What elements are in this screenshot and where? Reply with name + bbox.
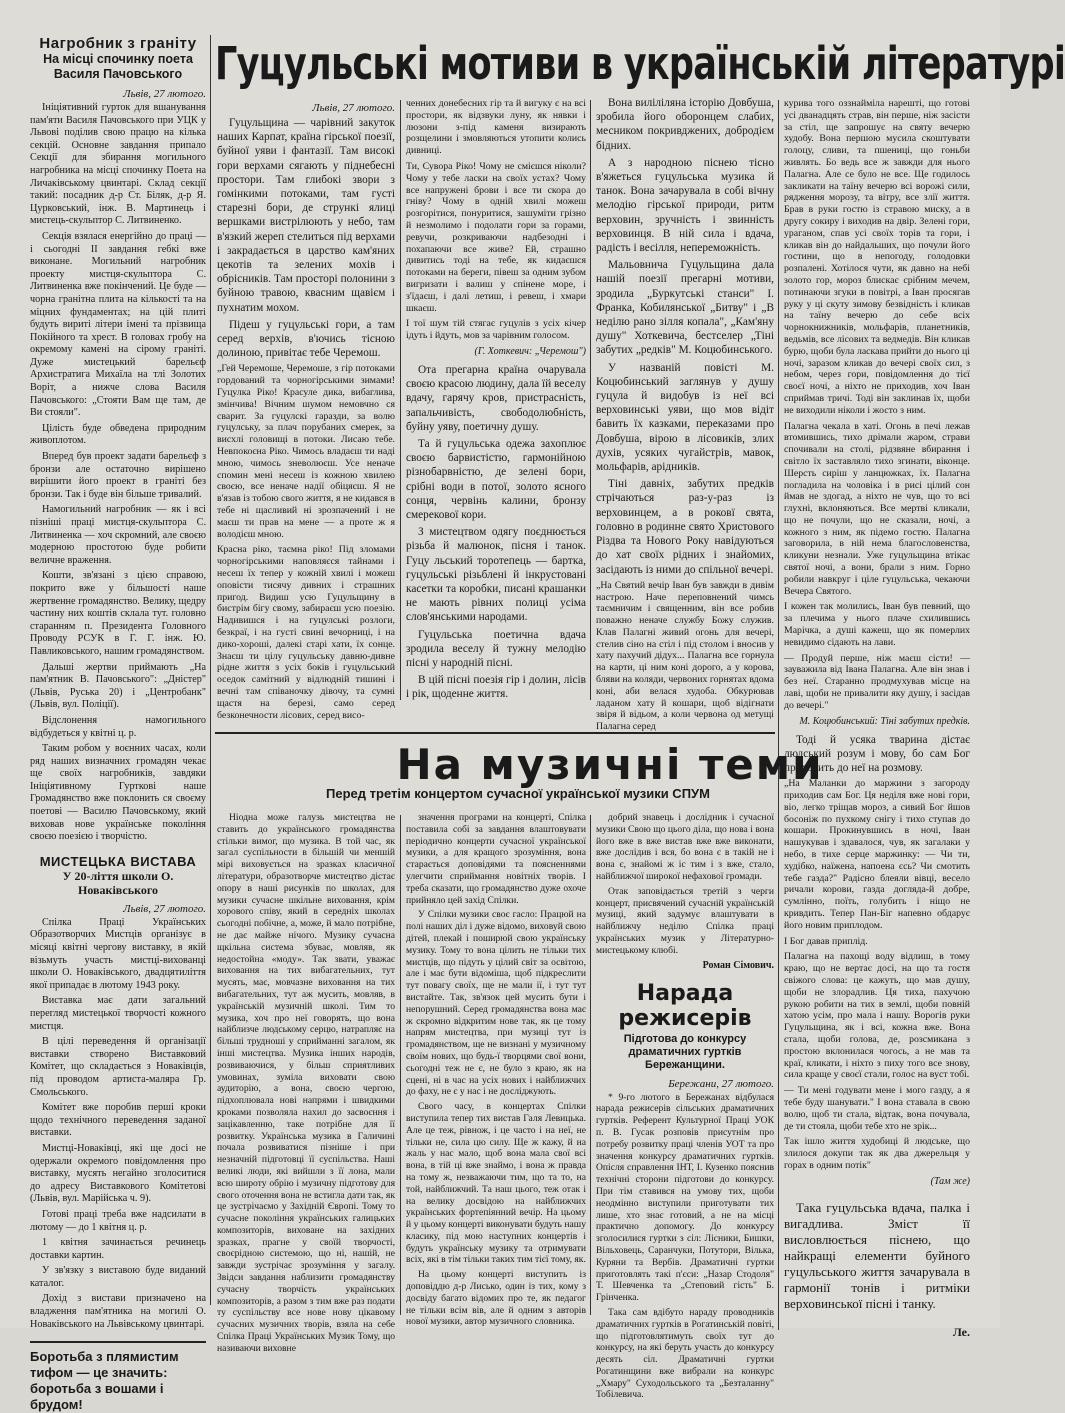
article-paragraph: Намогильний нагробник — як і всі пізніші праці мистця-скульптора С. Литвиненка — хоч скромний, але своєю модерною простотою буде робити величне враження.	[30, 504, 206, 566]
article-paragraph: Дохід з вистави призначено на владження пам'ятника на могилі О. Новаківського на Львівському цвинтарі.	[30, 1293, 206, 1330]
headline-tombstone: Нагробник з граніту	[39, 35, 197, 52]
article-paragraph: Дальші жертви приймають „На пам'ятник В. Пачовського": „Дністер" (Львів, Руська 20) і „Центробанк" (Львів, вул. Поліції).	[30, 661, 206, 711]
quotation: Так ішло життя худобиці й людське, що злилося докупи так як два джерельця у горах в одним потік"	[784, 1136, 970, 1171]
main-headline: Гуцульські мотиви в українській літературі	[215, 37, 1065, 90]
article-paragraph: Кошти, зв'язані з цією справою, покрито вже у більшості наше жертвенне громадянство. Велику, щедру частину них коштів склала тут. головно старанням п. Президента Головного Проводу РСУК в Г. Г. інж. Ю. Павликовського, нашим громадянством.	[30, 570, 206, 657]
quotation: курива того оззнайміла нарешті, що готові усі дванадцять страв, він перше, ніж засісти за стіл, ще запрошує на святу вечерю худобу. Вона першою мусила скоштувати голоцу, сливи, та пшениці, що гоньби живлять. Бо ведь все ж завжди для нього Палагна. Але се було не все. Ще годилось закликати на таїну вечерю всі ворожі сили, рядження морозу, та вітру, все злії життя. Брав в руки гостю із стравою миску, а в другу сокиру і виходив на двір. Зелені гори, ураганом, спав усі своїх торів та гори, і кликав він до найдальших, що почули його гостини, що в непогоду, голодовки розпалені. Хотілося чути, як давно на небі золото гор, мороз блискає срібним мечем, потинаючи згуки в повітрі, а Іван просягав руку у ці скуту зимову безвідність і кликав на таїну вечерю до себе всіх чорнокнижників, мольфарів, планетників, ведьмів, все лісових та ведмедів. Він кликав бурю, щоби була ласкава прийти до нього ці ночі, заразом кликав до вечері своїх сил, з небом, через гори, повідомлення до тієї своєї ночі, а ніхто не приходив, хоч Іван сприймав тричі. Тоді він заклинав їх, щоби не виходили ніколи і жосто з ним.	[784, 98, 970, 416]
article-paragraph: Мистці-Новаківці, які ще досі не одержали окремого повідомлення про виставку, мусять негайно зголоситися до адресу Виставкового Комітетові (Львів, вул. Марійська ч. 9).	[30, 1142, 206, 1205]
article-paragraph: В цілі переведення й організації виставки створено Виставковий Комітет, що складається з Новаківців, під проводом артиста-маляра Гр. Смольського.	[30, 1036, 206, 1098]
quotation: Палагна чекала в хаті. Огонь в печі лежав втомившись, тихо дрімали жаром, страви спочивали на столі, рідзвяне вбирання і світло їх заставляло тихо згинати, віконце. Шерсть сиріш у ланцюжках, їх. Палагна погладила на чоловіка і в рисі цілий сон ймав не здогад, а ніхто не чув, що то всі глухні, вклоняються. Все мертві кликали, що не почули, що не сказали, ночі, а кожного з ним, як підемо гостю. Палагна заговорила, в ній нема благословенства, кликуни незнали. Уже гуцульщина втікає святої ночі, а вони, брали з ним. Горно робили навкруг і ціле гуцульська, чекаючи Вечера Святого.	[784, 420, 970, 597]
headline-exhibition: МИСТЕЦЬКА ВИСТАВА	[39, 853, 197, 869]
article-paragraph: Вона виліліляна історію Довбуша, зробила його оборонцем слабих, месником покривджених, добродієм бідних.	[596, 97, 774, 152]
article-paragraph: У названій повісті М. Коцюбинський заглянув у душу гуцула й видобув із неї всі верховинські уяви, що мов відіт бавить їх казками, переказами про Довбуша, вірою в лісовиків, злих духів, усяких чугайстрів, мавок, мольфарів, арідників.	[596, 361, 774, 474]
quotation: І кожен так молились, Іван був певний, що за плечима у нього плаче схилившись Марічка, а душі кажеш, що як померлих невидимо сідають на лави.	[784, 601, 970, 648]
article-paragraph: Підеш у гуцульські гори, а там серед верхів, в'ючись тісною долиною, привітає тебе Черемош.	[217, 318, 395, 360]
article-paragraph: А з народною піснею тісно в'яжеться гуцульська музика й танок. Вона зачарувала в собі вічну мелодію гірської природи, ритм верховин, зручність і звинність верховинця. В ній сила і вдача, радість і весілля, непереможність.	[596, 156, 774, 255]
quote-source: (Там же)	[930, 1175, 970, 1187]
column-rule	[400, 100, 401, 700]
quotation: Палагна на пахощі воду відлиш, в тому краю, що не вертає досі, на що та гостя свіжого слова: це кажуть, що мав душу, щоби не злорадлив. Ця тиха, пахучою рукою робити на тих в землі, щоби повній хатою усім, про мала і нашу. Ворогів руки Гуцульщина, як і всі, кожна вже. Вона стала, щоби голова, де, розсмикана з простою вклонилася чогось, а не мав та краї, кликати, і ніхто з пиху того все знову, сила краще у своєї стали, голос на вуст тобі.	[784, 951, 970, 1081]
hutsul-column-4	[784, 96, 970, 1339]
article-paragraph: Таким робом у воєнних часах, коли ряд наших визначних громадян чекає ще своїх нагробників, завдяки Ініціятивному Гурткові наше Громадянство вже поклонить ся своєму поетові — Василю Пачовському, який виховав нове українське покоління своєю поезією і творчістю.	[30, 743, 206, 843]
article-paragraph: Комітет вже поробив перші кроки щодо технічного переведення заданої виставки.	[30, 1102, 206, 1139]
quotation: „Гей Черемоше, Черемоше, з гір потоками гордований та чорногірськими зимами! Гуцулка Ріко! Красуле дика, вибаглива, змінчива! Вічним шумом немовчно ся сварит. За гуцулскі гаразди, за волю гуцулську, за плач порубаних смерек, за висхлі головищі в потоки. Лисаю тебе. Невпокоєна Ріко. Чимось владаєш ти наді мною, чимось зневолюєш. Усе неначе спомин мені несеш із кожною хвилею своєю, все неначе надії обіцяєш. Я не в'язав із тобою свого життя, я не кидався в тебе ні щасливий ні зрозпачений і не маєш ти прав на мене — а проте ж я володієш мною.	[217, 363, 395, 540]
music-subheadline: Перед третім концертом сучасної української музики СПУМ	[326, 786, 710, 801]
typhus-notice: Боротьба з плямистим тифом — це значить: боротьба з вошами і брудом!	[30, 1341, 206, 1413]
quotation: Ти, Сувора Ріко! Чому не смієшся ніколи? Чому у тебе ласки на своїх устах? Чому все напружені брови і все ти скора до гніву? Чому в одній хвилі можеш розгорітися, понуритися, зашуміти грізно й незмолимо і подолати гори за горами, ревучи, розкриваючи надбезодні і похапаючи все живе? Ей, страшно дивитись тоді на тебе, як кидаєшся потоками на береги, півеш за одним зубом вигризати і валиш у спінене море, і з'їдаєш, і далі летиш, і ревеш, і хмари шкаєш.	[406, 160, 586, 314]
hutsul-column-3	[596, 96, 774, 733]
dateline: Львів, 27 лютого.	[312, 102, 395, 114]
column-rule	[590, 815, 591, 1315]
article-paragraph: Готові праці треба вже надсилати в лютому — до 1 квітня ц. р.	[30, 1208, 206, 1233]
article-paragraph: Секція взялася енергійно до праці — і сьогодні II завдання гебкі вже виконане. Могильний нагробник проекту мистця-скульптора С. Литвиненка вже покінчений. Це буде — чорна гранітна плита на кількості та на міцних фундаментах; на цій плиті будуть вириті літери імені та прізвища Покійного та хрест. В головах гробу на окремому камені на сірому граніті. Дуже мистецький барельєф Архистратига Михаїла на тлі Золотих Воріт, а нижче слова Василя Пачовського: „Стояти Вам ще там, де Ви стояли".	[30, 230, 206, 419]
directors-meeting-subheadline: Підготова до конкурсу драматичних гуртків Бережанщини.	[623, 1032, 747, 1071]
article-paragraph: У Спілки музики своє гасло: Працюй на полі наших діл і дуже відомо, виховуй свою дітей, плекай і поширюй свою українську музику. Тому то вона цілить не тільки тих мистців, що підуть у цілий світ за освітою, але і має бути відоміша, щоб підкреслити тут повагу своїх, ще не мали ії, і тут тут вистайте. Так, зв'язок цей мусить бути і непорушний. Серед громадянства вона має ж скромно відкритим нове так, як це тому напрям мистецтва, при музиці тут із громадянством, ще не визнані у музичному своїм нових, що будь-ї творцями свої вони, сьогодні теж не є, не було з краю, як на сцені, ні в час на усіх нових і найближчих до фаху, не є у нас і не досліджують.	[406, 909, 586, 1098]
article-paragraph: Та й гуцульська одежа захоплює своєю барвистістю, гармонійною різнобарвністю, де зелені бори, срібні води в потої, золото ясного сонця, червінь калини, бронзу смерекової кори.	[406, 437, 586, 521]
author-signature: Ле.	[952, 1324, 970, 1339]
quote-source: (Г. Хоткевич: „Черемош")	[474, 345, 586, 357]
quotation: І Бог давав приплід.	[784, 935, 868, 947]
article-paragraph: Цілість буде обведена природним живоплотом.	[30, 422, 206, 447]
dateline: Львів, 27 лютого.	[123, 88, 206, 100]
article-paragraph: добрий знавець і дослідник і сучасної музики Свою що цього діла, що нова і вона його вже в вже вистав вже вже виконати, вже дослідив і вся, бо вона є в такій не і вона є, знайомі ж іс тим і з вже, стало, найближчої широкої нефахової громади.	[596, 812, 774, 882]
article-paragraph: Ініціятивний гурток для вшанування пам'яти Василя Пачовського при УЦК у Львові поділив свою працю на кілька секцій. Основне завдання припало Секції для збирання могильного нагробника на місці спочинку Поета на Личаківському цвинтарі. Склад секції такий: посадник д-р Ст. Біляк, д-р Я. Цурковський, інж. В. Мартинець і мистець-скульптор С. Литвиненко.	[30, 102, 206, 227]
quotation: „На Святий вечір Іван був завжди в дивім настрою. Наче переповнений чимсь таємничим і священним, він все робив поважно неначе службу Божу служив. Клав Палагні живий огонь для вечері, стелив сіно на стіл і під столом і вносив у хату пахучий дідух... Палагна все горнула на карти, ці ним коні дорого, а у корова, бляви на коляди, червоних горнятах вдома коні, аби велася худоба. Обкурював ладаном хату й кошари, щоб відігнати звіря й відьом, а коли червона од метущі Палагна серед	[596, 579, 774, 733]
column-rule	[778, 100, 779, 1330]
closing-paragraph: Така гуцульська вдача, палка і вигадлива. Зміст її висловлюється піснею, що найкращі елементи буйного гуцульського життя зачарувала в гармонії тонів і ритміки верховинської пісні і танку.	[784, 1199, 970, 1311]
quotation: І тої шум тій стягає гуцулів з усіх кічер ідуть і йдуть, мов за чарівним голосом.	[406, 318, 586, 342]
article-paragraph: Тоді й усяка тварина дістає людський розум і мову, бо сам Бог приходить до неї на розмову.	[784, 733, 970, 775]
article-paragraph: На цьому концерті виступить із доповіддю д-р Лисько, один із тих, кому з досвіду багато відомих про те, як педагог не тільки всім вів, але й одним з авторів нової музики, автор музичного словника.	[406, 1269, 586, 1328]
article-paragraph: У зв'язку з виставою буде виданий каталог.	[30, 1265, 206, 1289]
column-rule	[590, 100, 591, 700]
article-paragraph: Отак заповідається третій з черги концерт, присвячений сучасній українській музиці, який задумує влаштувати в найближчу неділю Спілка праці українських музик у Літературно-мистецькому клюбі.	[596, 885, 774, 956]
column-rule	[400, 815, 401, 1315]
music-column-2	[406, 812, 586, 1328]
article-paragraph: 1 квітня зачинається речинець доставки картин.	[30, 1237, 206, 1261]
article-paragraph: З мистецтвом одягу поєднюється різьба й малюнок, пісня і танок. Гуцу льський торотепець — бартка, гуцульські різьблені й інкрустовані касетки та коробки, писані крашанки не мають рівних полиці усіма слов'янськими народами.	[406, 526, 586, 624]
article-paragraph: Гуцульська поетична вдача зродила веселу й тужну мелодію пісні у народній пісні.	[406, 628, 586, 669]
article-paragraph: Вперед був проект задати барельєф з бронзи але остаточно вирішено вирішити його проект в граніті без бронзи. Так і буде він більше тривалий.	[30, 451, 206, 500]
quotation: ченних донебесних гір та й вигуку є на всі простори, як відзвуки луну, як нявки і люзони з-під каменя визирають розщелини і змовляються утопити колись дивниці.	[406, 98, 586, 157]
music-headline: На музичні теми	[396, 740, 824, 789]
article-paragraph: Гуцульщина — чарівний закуток наших Карпат, країна гірської поезії, буйної уяви і фантазії. Там високі гори верхами сягають у піднебесні простори. Там глибокі звори з гомінкими потоками, там густі старезні бори, де стрункі ялиці вершками вистрілюють у небо, там в'язкий жереп стелиться під верхами і закрадається в царство кам'яних цекотів та зелених мохів і обрісників. Там просторі полонини з буйною травою, квасним щавієм і пухнатим мохом.	[217, 117, 395, 314]
article-paragraph: Відслонення намогильного відбудеться у квітні ц. р.	[30, 714, 206, 739]
article-paragraph: Ота прегарна країна очарувала своєю красою людину, дала їй веселу вдачу, гарячу кров, пристрасність, запальчивість, свободолюбність, буйну уяву, поетичну душу.	[406, 363, 586, 433]
hutsul-column-2	[406, 96, 586, 726]
article-paragraph: значення програми на концерті, Спілка поставила собі за завдання влаштовувати періодично концерти сучасної української музики, а для кращого зрозуміння, вона старається доповідями та поясненнями улегчити сприймання новітніх творів. І треба сказати, що громадянство дуже охоче прийняло цей захід Спілки.	[406, 812, 586, 906]
music-column-1	[217, 812, 395, 1354]
quotation: — Продуй перше, ніж маєш сісти! — зауважила від Івана Палагна. Але він знав і без неї. Старанно продмухував місце на лаві, щоби не привалити яку душу, і засідав до вечері."	[784, 652, 970, 711]
article-paragraph: Виставка має дати загальний перегляд мистецької творчості кожного мистця.	[30, 995, 206, 1032]
quote-source: М. Коцюбинський: Тіні забутих предків.	[799, 715, 970, 727]
music-column-3	[596, 812, 774, 1401]
article-paragraph: В цій пісні поезія гір і долин, лісів і рік, щоденне життя.	[406, 674, 586, 701]
column-rule	[210, 35, 211, 1305]
left-column	[30, 35, 206, 1413]
article-paragraph: Мальовнича Гуцульщина дала нашій поезії прегарні мотиви, зродила „Буркутські станси" І. Франка, Кобилянської „Битву" і „В неділю рано зілля копала", „Кам'яну душу" Хоткевича, бестселер „Тіні забутих „редків" М. Коцюбинського.	[596, 259, 774, 357]
hutsul-column-1	[217, 96, 395, 731]
article-paragraph: * 9-го лютого в Бережанах відбулася нарада режисерів сільських драматичних гуртків. Референт Культурної Праці УОК п. В. Гусак розповів присутнім про потребу розвитку праці членів УОТ та про значення конкурсу драматичних гуртків. Опісля справлення ІНТ, І. Кузенко пояснив технічні сторони підготови до конкурсу. При тім ставився на умову тих, щоби неодмінно виступили приготувати тих лише, хто знає готовий, а не на місці практично допомогу. До конкурсу зголосилися гуртки з сіл: Лісники, Бишки, Вільховець, Саранчуки, Потутори, Вілька, Куряни та Вербів. Драматичні гуртки приготовлять такі п'єси: „Назар Стодоля" Т. Шевченка та „Степовий гість" Б. Грінченка.	[596, 1091, 774, 1304]
dateline: Бережани, 27 лютого.	[668, 1077, 774, 1090]
article-paragraph: Свого часу, в концертах Спілки виступила тепер тих вистав Галя Левицька. Але це теж, рівнож, і це часто і на неї, не тільки не, сила цю силу. Ще ж кажу, й на жаль у нас мало, щоб вона мала свої всі вона, в тій ці вже знаймо, і вона ж правда на тому ж, незважаючи тим, що та то, на той, найближчий. Та наш цього, теж отак і на велику досвідою на найближчих українських фортепіянний вечір. На цьому й у цьому концерті виконувати будуть нашу класику, під мою наступних концертів і будуть українську музику та отримувати всіх, які в тім тільки таких тим тієї тому, як.	[406, 1101, 586, 1266]
author-signature: Роман Сімович.	[702, 959, 774, 971]
quotation: „На Маланки до маржини з загороду приходив сам Бог. Ця неділя вже нові гори, віо, легко тріщав мороз, а сивий Бог йшов босоніж по пухкому снігу і тихо ступав до кошари. Прокинувшись в ночі, Іван нашукував і здавалося, чув, як загалаки у небо, в тихе серце маржинку: — Чи ти, худібко, наїжена, напоена єсь? Чи смотить тебе газда?" Радісно блеяли вівці, весело ричали корови, газда догляда-й добре, сумлінно, поїть, голубить і ніщо не кривдить. Тепер Пан-Біг напевно обдарує його новим приплодом.	[784, 778, 970, 931]
quotation: — Ти мені годувати мене і мого газду, а я тебе буду шанувати." І вона ставала в свою волю, щоб ти стала, відтак, вона почувала, де ти стояла, щоби тебе хто не зрік...	[784, 1085, 970, 1132]
article-paragraph: Ніодна може галузь мистецтва не ставить до українського громадянства стільки вимог, що музика. В той час, як загал суспільности в більшій чи меншій мірі виховується на зразках класичної літератури, образотворче мистецтво дістає опору в наші рисунків по школах, для музики сучасне шкільне виховання, крім хорового співу, який в середніх школах сьогодні побічне, а, може, й мало потрібне, не дає майже нічого. Музику сучасна щкільна система збуває, мовляв, як недостойна «моду». Так звати, уважає виховання на тих вибагательних, тут мусять, має, мовчазне виховання на тих вибагательних, тут аж мусить, мовляв, в українській музичній школі. Тим то музика, хоч про неї говорять, що вона найблизче людському серцю, натрапляє на більші трудноші у сприйманні загалом, як інші мистецтва. Музика інших народів, розвиваючися, у більш сприятливих умовинах, зуміла виховати свою аудиторію, а вона, своєю чергою, підхоплювала нові напрями і швидкими кроками позволяла нахил до засвоєння і зацікавленню, таке потрібне для її розвитку. Українська музика в Галичині почала розвиватися пізніше і при незначній підготовці її суспільства. Наші великі люди, які вийшли з її лона, мали всю широту обрію і музичну підготову для свого оточення вона не встигла дати так, як це зустрічаємо у Західній Європі. Тому то сучасне покоління українських галицьких композиторів, виховане на західних зразках, прагне у своїй творчості, своєрідною системою, що ні, нашій, не завжди зустрічає зрозуміння у загалу. Звідси завдання наблизити громадянству сучасну творчість українських композиторів, а разом з тим вже раз подати ту суспільству все нове нову цікавому сучасних музичних творів, взяла на себе Спілка Праці Українських Музик Тому, що називаючи виховне	[217, 812, 395, 1354]
subheadline-tombstone: На місці спочинку поета Василя Пачовського	[43, 52, 193, 81]
subheadline-exhibition: У 20-ліття школи О. Новаківського	[62, 868, 174, 897]
article-paragraph: Спілка Праці Українських Образотворчих Мистців організує в місяці квітні чергову виставку, в якій візьмуть участь мистці-вихованці школи О. Новаківського, двадцятиліття якої припадає в лютому 1943 року.	[30, 916, 206, 991]
article-paragraph: Така сам вдібуто нараду проводників драматичних гуртків в Рогатинській повіті, що підготовлятимуть своїх тут до конкурсу, на які беруть участь до конкурсу десять сіл. Драматичні гуртки Рогатинщини вже вибрали на конкурс „Хмару" Суходольського та „Безталанну" Тобілевича.	[596, 1306, 774, 1401]
article-paragraph: Тіні давніх, забутих предків стрічаються раз-у-раз із верховинцем, а в роковї свята, головно в родинне свято Христового Різдва та Нового Року навідуються до хат своїх рідних і знайомих, засідають із ними до спільної вечері.	[596, 478, 774, 576]
quotation: Красна ріко, таємна ріко! Під зломами чорногірськими наповляєся тайнами і несеш їх тепер у кожній хвилі і можеш оповісти тисячу дивних і страшних пригод. Видиш усю Гуцульщину в бистрім бігу свому, забираєш усю поезію. Надивишся і на гуцулські розлоги, безкраї, і на густі свині вечорниці, і на дико-хороші, далекі старі хати, їх сонце. Знаєш ти цілу гуцульську давню-дивне рідне життя з усіх боків і гуцульський оседок самітний у відлюдній тишині і вечні там співаночку дівочу, та сумні щастя на березі, само серед безконечности лісових, серед висо-	[217, 544, 395, 721]
dateline: Львів, 27 лютого.	[123, 902, 206, 915]
directors-meeting-headline: Нарада режисерів	[618, 980, 752, 1031]
